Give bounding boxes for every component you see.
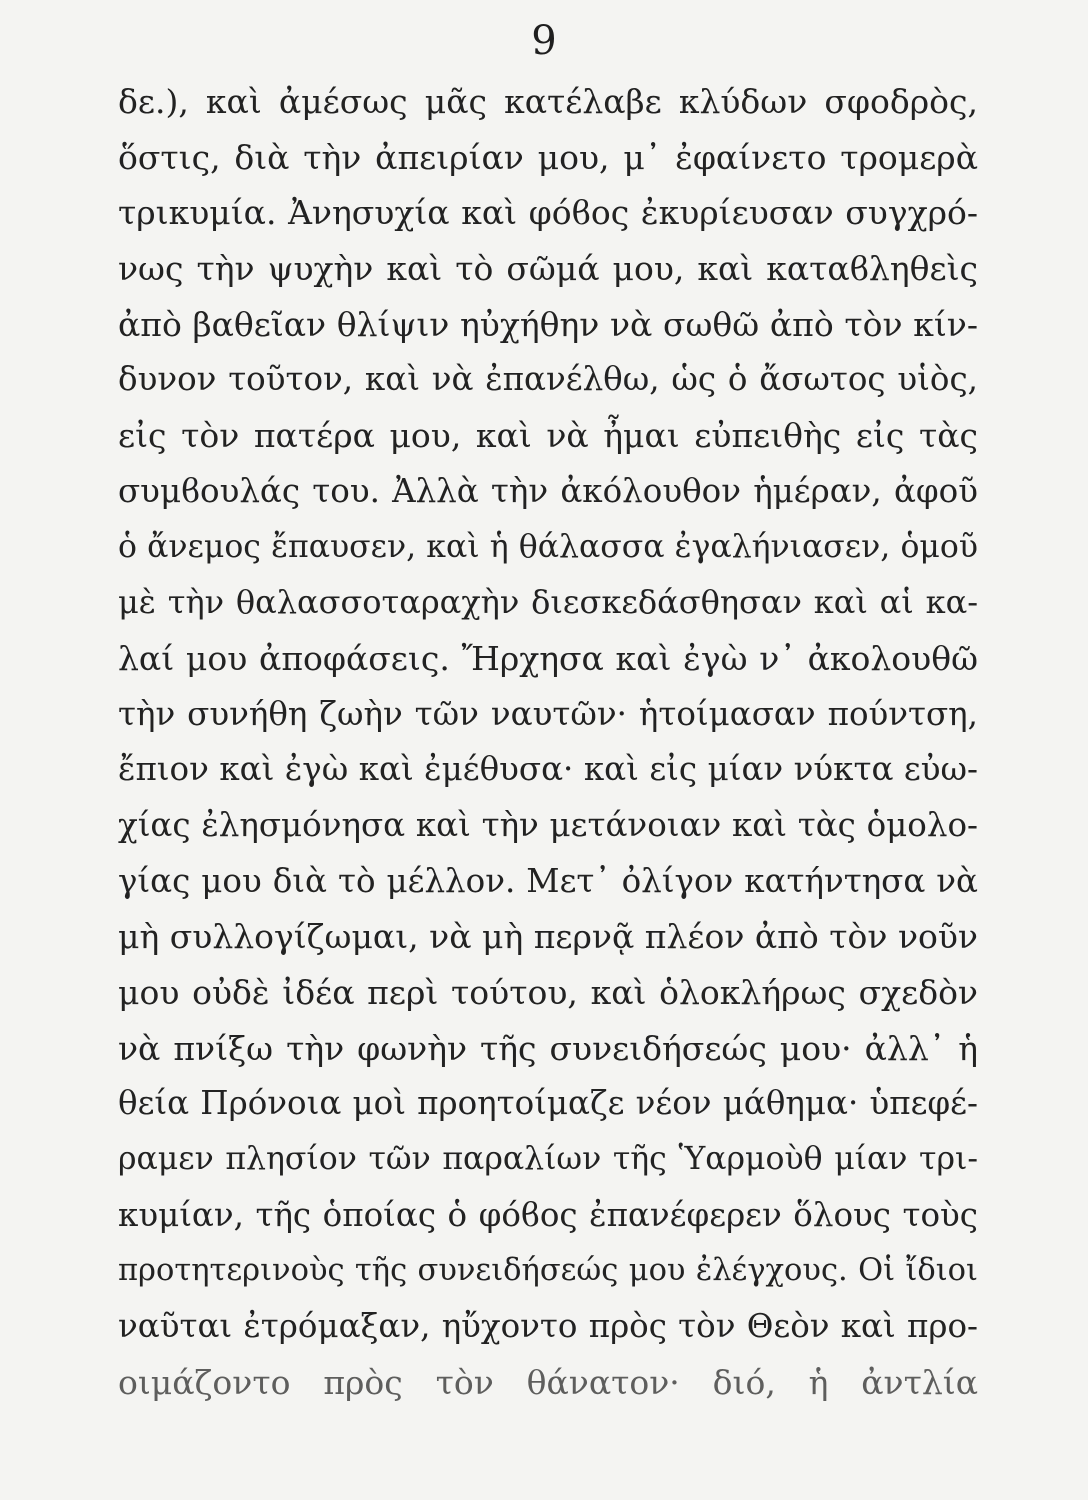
text-line: δυνον τοῦτον, καὶ νὰ ἐπανέλθω, ὡς ὁ ἄσωτος υἱὸς, (118, 360, 978, 399)
text-line: λαί μου ἀποφάσεις. Ἤρχησα καὶ ἐγὼ ν᾽ ἀκολουθῶ (118, 638, 978, 678)
page-number: 9 (531, 18, 557, 64)
body-text (118, 74, 978, 1411)
text-line: μὴ συλλογίζωμαι, νὰ μὴ περνᾷ πλέον ἀπὸ τὸν νοῦν (118, 917, 978, 957)
text-line-partial: οιμάζοντο πρὸς τὸν θάνατον· διό, ἡ ἀντλία (118, 1362, 978, 1402)
text-line: τὴν συνήθη ζωὴν τῶν ναυτῶν· ἡτοίμασαν πούντση, (118, 694, 978, 733)
text-line: δε.), καὶ ἀμέσως μᾶς κατέλαβε κλύδων σφοδρὸς, (118, 82, 978, 121)
text-line: προτητερινοὺς τῆς συνειδήσεώς μου ἐλέγχους. Οἱ ἴδιοι (118, 1253, 978, 1289)
text-line: ἔπιον καὶ ἐγὼ καὶ ἐμέθυσα· καὶ εἰς μίαν νύκτα εὐω- (118, 750, 978, 789)
text-line: ραμεν πλησίον τῶν παραλίων τῆς Ὑαρμοὺθ μίαν τρι- (118, 1141, 978, 1178)
text-line: μὲ τὴν θαλασσοταραχὴν διεσκεδάσθησαν καὶ αἱ κα- (118, 583, 978, 622)
text-line: γίας μου διὰ τὸ μέλλον. Μετ᾽ ὀλίγον κατήντησα νὰ (118, 861, 978, 900)
text-line: ὁ ἄνεμος ἔπαυσεν, καὶ ἡ θάλασσα ἐγαλήνιασεν, ὁμοῦ (118, 528, 978, 565)
text-line: εἰς τὸν πατέρα μου, καὶ νὰ ἦμαι εὐπειθὴς εἰς τὰς (118, 416, 978, 456)
text-line: κυμίαν, τῆς ὁποίας ὁ φόϐος ἐπανέφερεν ὅλους τοὺς (118, 1195, 978, 1234)
text-line: ναῦται ἐτρόμαξαν, ηὔχοντο πρὸς τὸν Θεὸν καὶ προ- (118, 1307, 978, 1346)
text-line: θεία Πρόνοια μοὶ προητοίμαζε νέον μάθημα· ὑπεφέ- (118, 1084, 978, 1123)
text-line: μου οὐδὲ ἰδέα περὶ τούτου, καὶ ὁλοκλήρως σχεδὸν (118, 973, 978, 1012)
text-line: νὰ πνίξω τὴν φωνὴν τῆς συνειδήσεώς μου· ἀλλ᾽ ἡ (118, 1028, 978, 1068)
text-line: τρικυμία. Ἀνησυχία καὶ φόϐος ἐκυρίευσαν συγχρό- (118, 193, 978, 233)
text-line: συμϐουλάς του. Ἀλλὰ τὴν ἀκόλουθον ἡμέραν, ἀφοῦ (118, 471, 978, 510)
text-line: ὅστις, διὰ τὴν ἀπειρίαν μου, μ᾽ ἐφαίνετο τρομερὰ (118, 137, 978, 177)
text-line: χίας ἐλησμόνησα καὶ τὴν μετάνοιαν καὶ τὰς ὁμολο- (118, 805, 978, 844)
text-line: νως τὴν ψυχὴν καὶ τὸ σῶμά μου, καὶ καταϐληθεὶς (118, 249, 978, 289)
text-line: ἀπὸ βαθεῖαν θλίψιν ηὐχήθην νὰ σωθῶ ἀπὸ τὸν κίν- (118, 304, 978, 344)
